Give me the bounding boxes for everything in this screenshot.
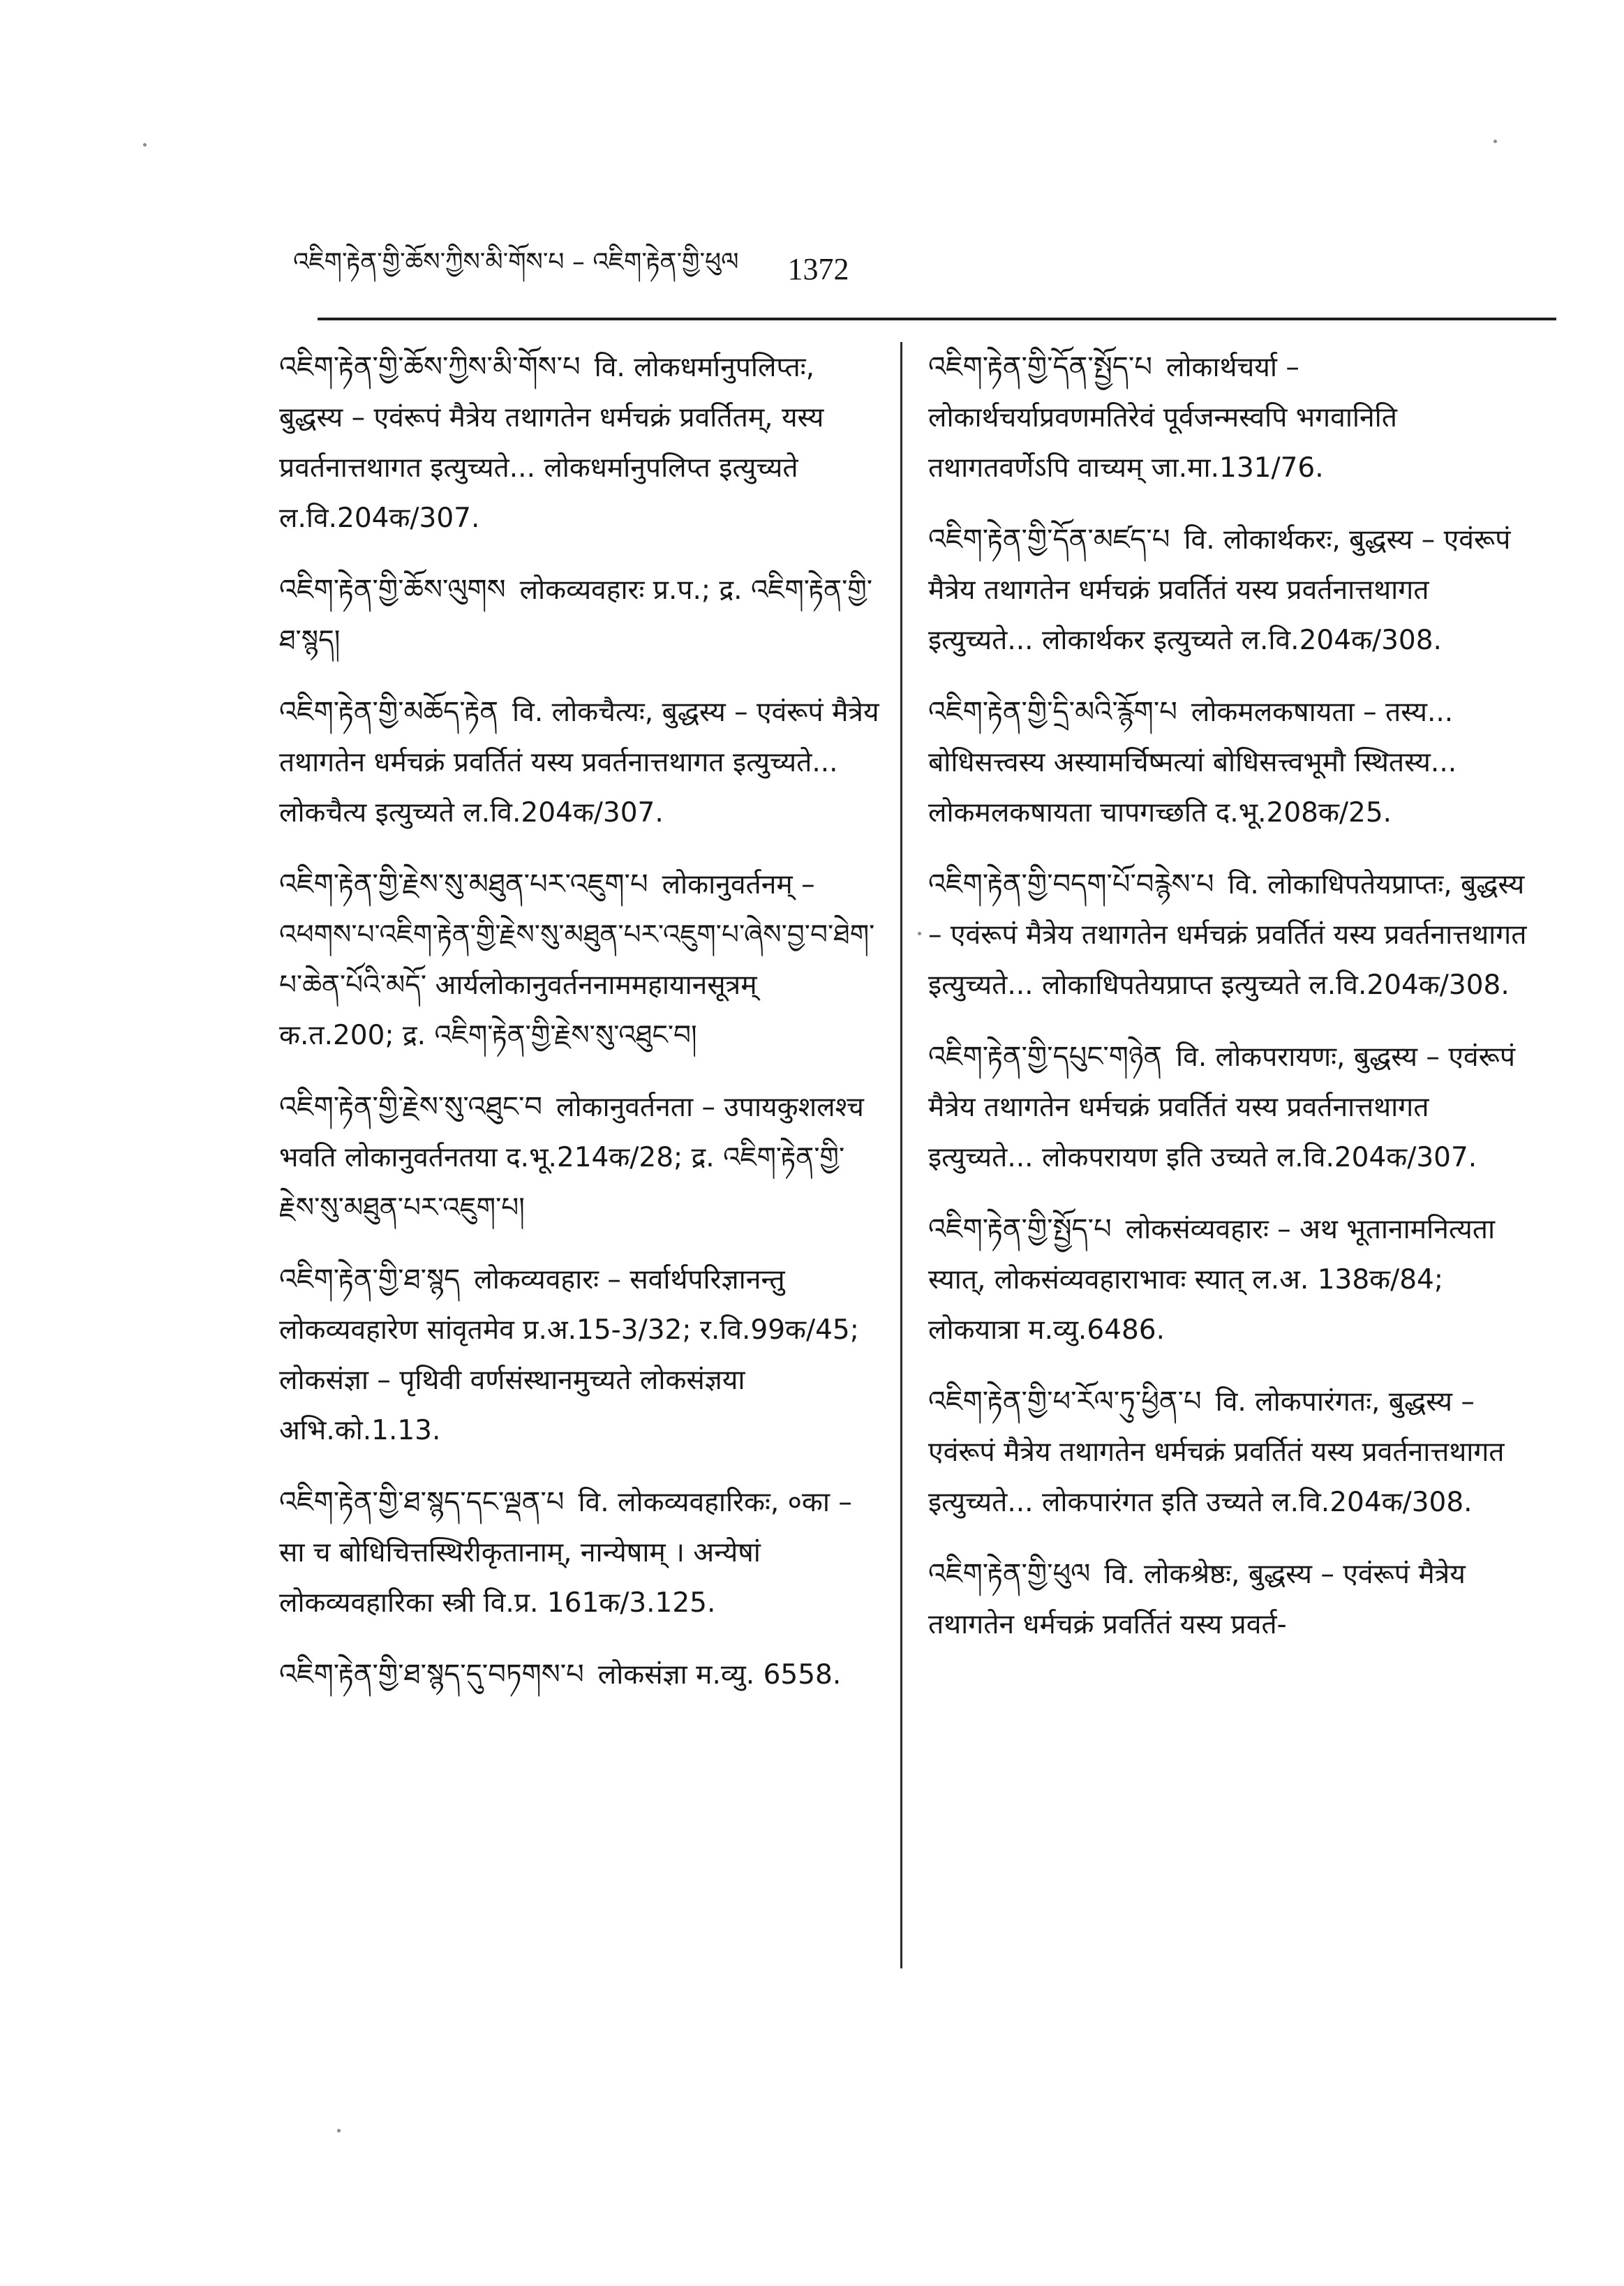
page-number: 1372 — [787, 251, 849, 286]
entry-body: लोकव्यवहारः प्र.प.; द्र. འཇིག་རྟེན་གྱི་ཐ་སྙད། — [279, 574, 873, 656]
entry-headword: འཇིག་རྟེན་གྱི་སྤྱོད་པ — [928, 1213, 1112, 1245]
dictionary-entry — [928, 514, 1528, 666]
entry-headword: འཇིག་རྟེན་གྱི་དྲི་མའི་རྙོག་པ — [928, 696, 1177, 728]
header-rule — [318, 318, 1556, 320]
entry-headword: འཇིག་རྟེན་གྱི་ཐ་སྙད་དང་ལྡན་པ — [279, 1486, 565, 1518]
left-column — [279, 342, 879, 1721]
entry-headword: འཇིག་རྟེན་གྱི་མཆོད་རྟེན — [279, 696, 499, 728]
column-divider — [900, 342, 902, 1968]
scan-speck — [918, 932, 921, 935]
dictionary-entry — [928, 859, 1528, 1011]
dictionary-entry — [279, 565, 879, 666]
entry-body: लोकमलकषायता – तस्य... बोधिसत्त्वस्य अस्यामर्चिष्मत्यां बोधिसत्त्वभूमौ स्थितस्य... लोकमलकषायता चापगच्छति द.भू.208क/25. — [928, 697, 1457, 829]
entry-headword: འཇིག་རྟེན་གྱི་དོན་སྤྱོད་པ — [928, 351, 1152, 383]
scan-speck — [337, 2129, 341, 2132]
entry-body: लोकानुवर्तनम् – འཕགས་པ་འཇིག་རྟེན་གྱི་རྗེས་སུ་མཐུན་པར་འཇུག་པ་ཞེས་བྱ་བ་ཐེག་པ་ཆེན་པོའི་མདོ་ आर्यलोकानुवर्तननाममहायानसूत्रम् क.त.200; द्र. འཇིག་རྟེན་གྱི་རྗེས་སུ་འཐུང་བ། — [279, 869, 875, 1051]
entry-body: लोकसंज्ञा म.व्यु. 6558. — [597, 1659, 842, 1691]
dictionary-entry — [928, 1204, 1528, 1356]
entry-headword: འཇིག་རྟེན་གྱི་བདག་པོ་བརྙེས་པ — [928, 868, 1214, 900]
entry-body: वि. लोकचैत्यः, बुद्धस्य – एवंरूपं मैत्रेय तथागतेन धर्मचक्रं प्रवर्तितं यस्य प्रवर्तनात्तथागत इत्युच्यते... लोकचैत्य इत्युच्यते ल.वि.204क/307. — [279, 697, 879, 829]
entry-headword: འཇིག་རྟེན་གྱི་ཆོས་ལུགས — [279, 574, 506, 606]
dictionary-entry — [928, 687, 1528, 838]
entry-body: लोकसंव्यवहारः – अथ भूतानामनित्यता स्यात्, लोकसंव्यवहाराभावः स्यात् ल.अ. 138क/84; लोकयात्रा म.व्यु.6486. — [928, 1214, 1496, 1346]
entry-body: वि. लोकश्रेष्ठः, बुद्धस्य – एवंरूपं मैत्रेय तथागतेन धर्मचक्रं प्रवर्तितं यस्य प्रवर्त- — [928, 1559, 1466, 1640]
entry-headword: འཇིག་རྟེན་གྱི་ཐ་སྙད་དུ་བཏགས་པ — [279, 1658, 584, 1691]
dictionary-entry — [279, 687, 879, 838]
dictionary-entry — [279, 1477, 879, 1628]
dictionary-entry — [928, 1032, 1528, 1183]
dictionary-entry — [279, 1254, 879, 1456]
right-column — [928, 342, 1528, 1671]
entry-body: वि. लोकार्थकरः, बुद्धस्य – एवंरूपं मैत्रेय तथागतेन धर्मचक्रं प्रवर्तितं यस्य प्रवर्तनात्तथागत इत्युच्यते... लोकार्थकर इत्युच्यते ल.वि.204क/308. — [928, 524, 1511, 656]
scan-speck — [143, 143, 147, 147]
entry-body: लोकार्थचर्या – लोकार्थचर्याप्रवणमतिरेवं पूर्वजन्मस्वपि भगवानिति तथागतवर्णेऽपि वाच्यम् जा.मा.131/76. — [928, 352, 1397, 484]
header-heading: འཇིག་རྟེན་གྱི་ཆོས་ཀྱིས་མི་གོས་པ – འཇིག་རྟེན་གྱི་ཕུལ — [293, 248, 739, 276]
entry-body: वि. लोकपरायणः, बुद्धस्य – एवंरूपं मैत्रेय तथागतेन धर्मचक्रं प्रवर्तितं यस्य प्रवर्तनात्तथागत इत्युच्यते... लोकपरायण इति उच्यते ल.वि.204क/307. — [928, 1041, 1516, 1173]
entry-body: लोकानुवर्तनता – उपायकुशलश्च भवति लोकानुवर्तनतया द.भू.214क/28; द्र. འཇིག་རྟེན་གྱི་རྗེས་སུ་མཐུན་པར་འཇུག་པ། — [279, 1092, 864, 1224]
entry-headword: འཇིག་རྟེན་གྱི་དཔུང་གཉེན — [928, 1041, 1163, 1073]
dictionary-entry — [928, 1549, 1528, 1650]
running-header — [293, 237, 991, 300]
dictionary-entry — [279, 1649, 879, 1700]
entry-headword: འཇིག་རྟེན་གྱི་ཆོས་ཀྱིས་མི་གོས་པ — [279, 351, 581, 383]
entry-body: वि. लोकधर्मानुपलिप्तः, बुद्धस्य – एवंरूपं मैत्रेय तथागतेन धर्मचक्रं प्रवर्तितम्, यस्य प्रवर्तनात्तथागत इत्युच्यते... लोकधर्मानुपलिप्त इत्युच्यते ल.वि.204क/307. — [279, 352, 824, 534]
entry-body: वि. लोकपारंगतः, बुद्धस्य – एवंरूपं मैत्रेय तथागतेन धर्मचक्रं प्रवर्तितं यस्य प्रवर्तनात्तथागत इत्युच्यते... लोकपारंगत इति उच्यते ल.वि.204क/308. — [928, 1386, 1505, 1518]
entry-headword: འཇིག་རྟེན་གྱི་དོན་མཛད་པ — [928, 524, 1170, 556]
entry-headword: འཇིག་རྟེན་གྱི་རྗེས་སུ་མཐུན་པར་འཇུག་པ — [279, 868, 648, 900]
entry-headword: འཇིག་རྟེན་གྱི་ཕུལ — [928, 1558, 1091, 1590]
entry-headword: འཇིག་རྟེན་གྱི་རྗེས་སུ་འཐུང་བ — [279, 1091, 542, 1123]
entry-body: लोकव्यवहारः – सर्वार्थपरिज्ञानन्तु लोकव्यवहारेण सांवृतमेव प्र.अ.15-3/32; र.वि.99क/45; लोकसंज्ञा – पृथिवी वर्णसंस्थानमुच्यते लोकसंज्ञया अभि.को.1.13. — [279, 1264, 859, 1446]
dictionary-entry — [279, 342, 879, 544]
scan-speck — [1493, 140, 1497, 143]
dictionary-entry — [928, 1376, 1528, 1528]
dictionary-entry — [279, 1082, 879, 1233]
entry-body: वि. लोकाधिपतेयप्राप्तः, बुद्धस्य – एवंरूपं मैत्रेय तथागतेन धर्मचक्रं प्रवर्तितं यस्य प्रवर्तनात्तथागत इत्युच्यते... लोकाधिपतेयप्राप्त इत्युच्यते ल.वि.204क/308. — [928, 869, 1527, 1001]
entry-headword: འཇིག་རྟེན་གྱི་ཐ་སྙད — [279, 1263, 461, 1296]
entry-headword: འཇིག་རྟེན་གྱི་ཕ་རོལ་ཏུ་ཕྱིན་པ — [928, 1386, 1202, 1418]
dictionary-entry — [928, 342, 1528, 493]
dictionary-entry — [279, 859, 879, 1061]
entry-body: वि. लोकव्यवहारिकः, ०का – सा च बोधिचित्तस्थिरीकृतानाम्, नान्येषाम् । अन्येषां लोकव्यवहारिका स्त्री वि.प्र. 161क/3.125. — [279, 1487, 852, 1619]
